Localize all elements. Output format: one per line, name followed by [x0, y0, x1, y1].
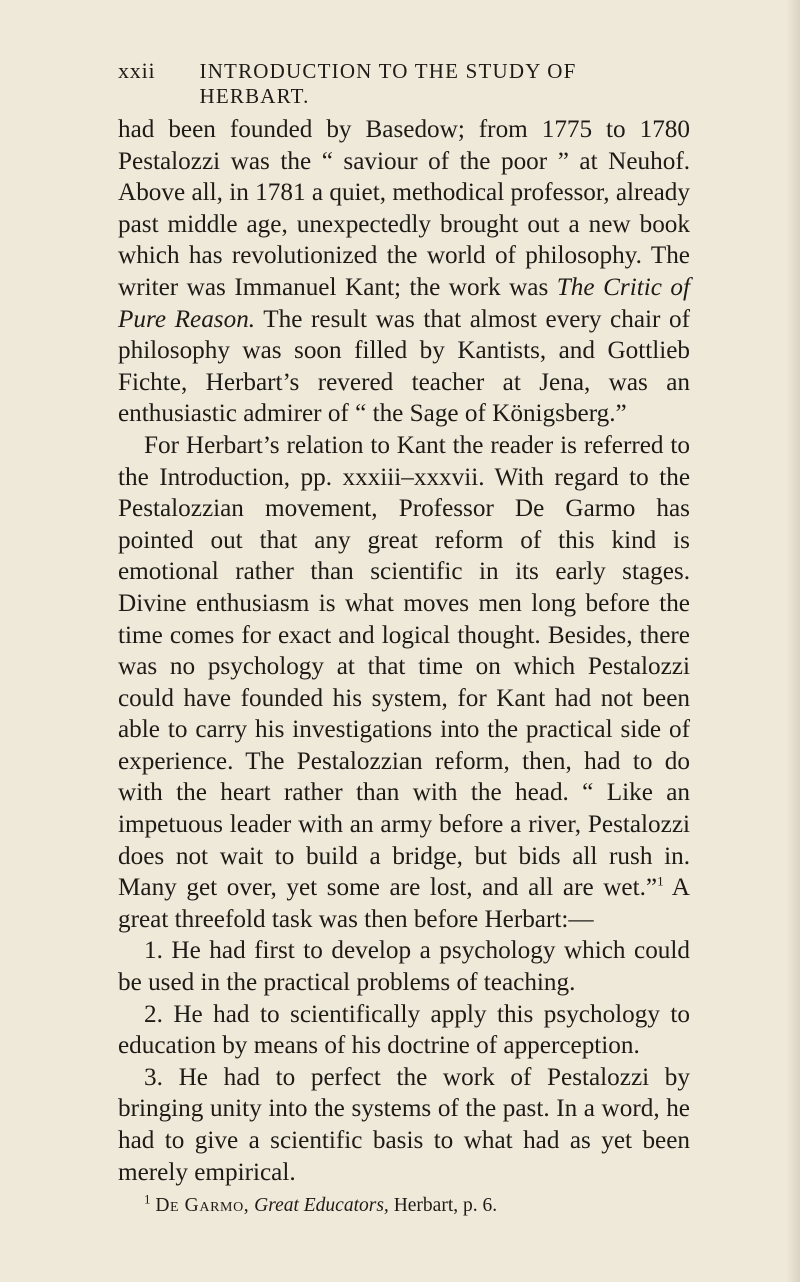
running-head	[118, 58, 690, 108]
book-title: The Critic of Pure Reason.	[118, 273, 691, 333]
list-item: 3. He had to perfect the work of Pestalozzi by bringing unity into the systems of the past. In a word, he had to give a scientific basis to what had as yet been merely empirical.	[118, 1063, 690, 1186]
footnote-reference: 1	[657, 873, 664, 889]
footnote-marker: 1	[144, 1191, 151, 1207]
footnote-author: De Garmo,	[155, 1195, 250, 1217]
paragraph	[118, 430, 690, 936]
paragraph-text: The result was that almost every chair of philosophy was soon filled by Kantists, and Gottlieb Fichte, Herbart’s revered teacher at Jena, was an enthusiastic admirer of “ the Sage of Königsberg.”	[118, 305, 690, 428]
paragraph-text: had been founded by Basedow; from 1775 to 1780 Pestalozzi was the “ saviour of the poor ” at Neuhof. Above all, in 1781 a quiet, methodical professor, already past middle age, unexpectedly brought out a new book which has revolutionized the world of philosophy. The writer was Immanuel Kant; the work was	[118, 116, 690, 301]
paragraph-text: A great threefold task was then before Herbart:—	[118, 874, 690, 933]
footnote	[118, 1192, 690, 1219]
paragraph	[118, 114, 690, 430]
page-edge-shadow	[786, 0, 800, 1282]
running-title: INTRODUCTION TO THE STUDY OF HERBART.	[199, 59, 577, 108]
paragraph-text: For Herbart’s relation to Kant the reader is referred to the Introduction, pp. xxxiii–xxxvii. With regard to the Pestalozzian movement, Professor De Garmo has pointed out that any great reform of this kind is emotional rather than scientific in its early stages. Divine enthusiasm is what moves men long before the time comes for exact and logical thought. Besides, there was no psychology at that time on which Pestalozzi could have founded his system, for Kant had not been able to carry his investigations into the practical side of experience. The Pestalozzian reform, then, had to do with the heart rather than with the head. “ Like an impetuous leader with an army before a river, Pestalozzi does not wait to build a bridge, but bids all rush in. Many get over, yet some are lost, and all are wet.”	[118, 431, 690, 902]
list-item: 2. He had to scientifically apply this psychology to education by means of his doctrine of apperception.	[118, 1000, 690, 1060]
page-number: xxii	[118, 58, 156, 83]
footnote-text: Herbart, p. 6.	[388, 1195, 498, 1217]
list-item: 1. He had first to develop a psychology which could be used in the practical problems of teaching.	[118, 937, 690, 997]
body-text	[118, 114, 690, 1188]
footnote-title: Great Educators,	[254, 1195, 389, 1217]
